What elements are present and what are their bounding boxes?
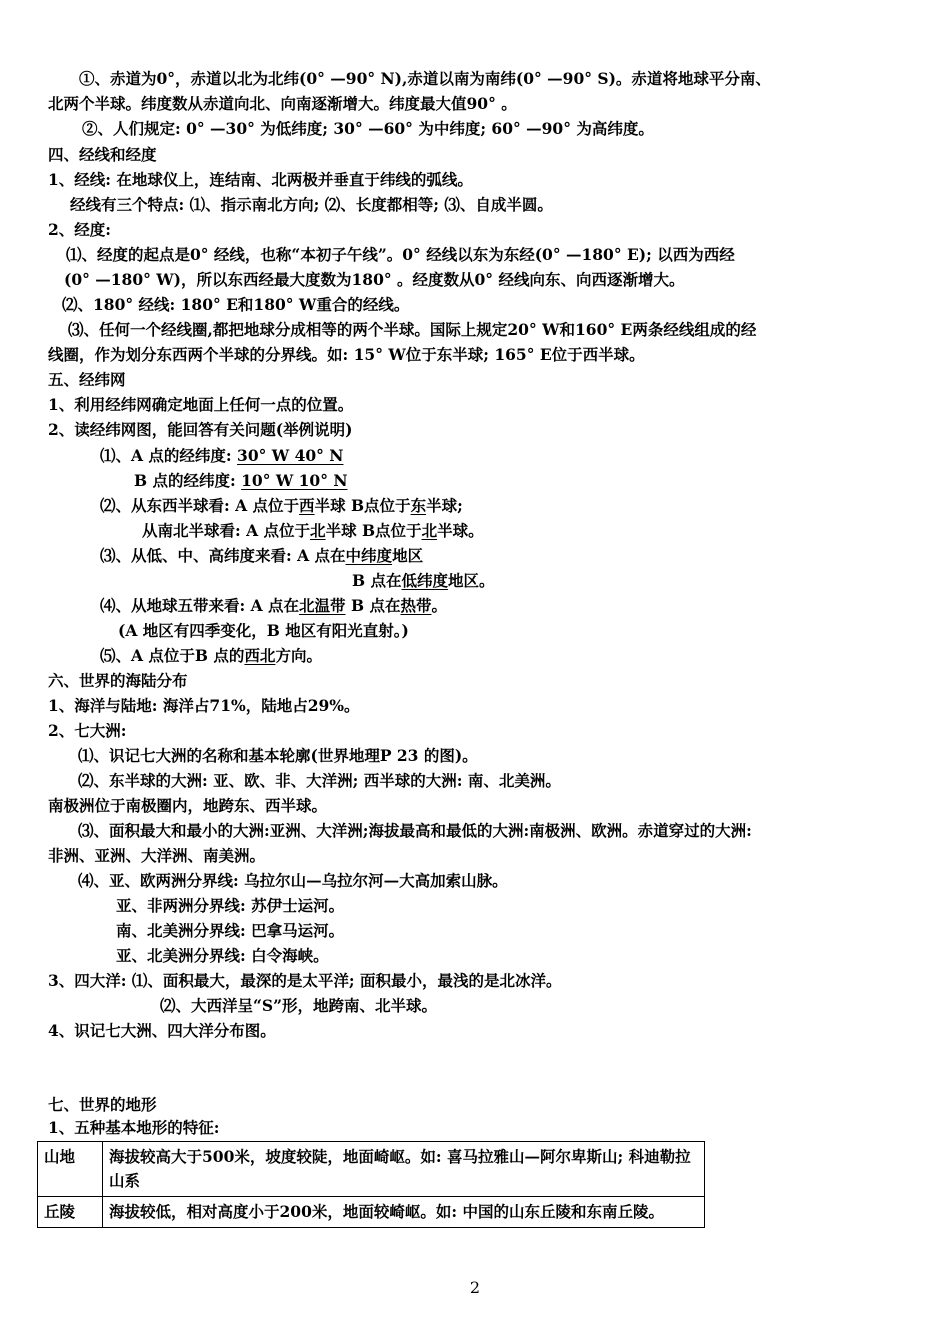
label: 地区 — [392, 546, 424, 565]
label: 半球; — [426, 496, 463, 515]
terrain-table — [37, 1141, 705, 1228]
text-line: ⑵、180° 经线: 180° E和180° W重合的经线。 — [62, 295, 410, 314]
text-line: ⑷、亚、欧两洲分界线: 乌拉尔山—乌拉尔河—大高加索山脉。 — [78, 871, 508, 890]
answer-text: 30° W 40° N — [237, 446, 344, 465]
text-line: 亚、非两洲分界线: 苏伊士运河。 — [116, 896, 345, 915]
text-line — [100, 596, 447, 616]
text-line: ⑴、识记七大洲的名称和基本轮廓(世界地理P 23 的图)。 — [78, 746, 478, 765]
label: B 点的经纬度: — [134, 471, 242, 490]
label: 。 — [431, 596, 447, 615]
text-line — [142, 521, 484, 541]
text-line — [352, 571, 495, 591]
label: 半球。 — [437, 521, 484, 540]
text-line — [100, 496, 463, 516]
text-line — [100, 546, 423, 566]
table-row — [38, 1197, 705, 1228]
label: ⑵、从东西半球看: A 点位于 — [100, 496, 300, 515]
label: ⑷、从地球五带来看: A 点在 — [100, 596, 300, 615]
section-heading: 五、经纬网 — [48, 370, 126, 389]
text-line: 1、利用经纬网确定地面上任何一点的位置。 — [48, 395, 354, 414]
answer-text: 北温带 — [299, 596, 346, 615]
terrain-name: 山地 — [38, 1142, 103, 1197]
text-line: 3、四大洋: ⑴、面积最大，最深的是太平洋; 面积最小，最浅的是北冰洋。 — [48, 971, 562, 990]
label: 从南北半球看: A 点位于 — [142, 521, 311, 540]
text-line — [100, 646, 322, 666]
label: 半球 B点位于 — [314, 496, 411, 515]
section-heading: 六、世界的海陆分布 — [48, 671, 188, 690]
label: ⑴、A 点的经纬度: — [100, 446, 238, 465]
section-heading: 七、世界的地形 — [48, 1095, 157, 1114]
text-line: 2、经度: — [48, 220, 112, 239]
section-heading: 四、经线和经度 — [48, 145, 157, 164]
answer-text: 北 — [421, 521, 438, 540]
page-number: 2 — [469, 1278, 481, 1297]
text-line: 南、北美洲分界线: 巴拿马运河。 — [116, 921, 345, 940]
label: B 点在 — [345, 596, 401, 615]
text-line: 2、七大洲: — [48, 721, 127, 740]
text-line: (A 地区有四季变化，B 地区有阳光直射。) — [118, 621, 409, 640]
answer-text: 低纬度 — [401, 571, 449, 590]
text-line: (0° —180° W)，所以东西经最大度数为180° 。经度数从0° 经线向东、向西逐渐增大。 — [64, 270, 685, 289]
text-line: ②、人们规定: 0° —30° 为低纬度; 30° —60° 为中纬度; 60° —90° 为高纬度。 — [82, 119, 654, 138]
text-line: ⑵、东半球的大洲: 亚、欧、非、大洋洲; 西半球的大洲: 南、北美洲。 — [78, 771, 561, 790]
terrain-description: 海拔较高大于500米，坡度较陡，地面崎岖。如: 喜马拉雅山—阿尔卑斯山; 科迪勒拉山系 — [103, 1142, 705, 1197]
text-line: 2、读经纬网图，能回答有关问题(举例说明) — [48, 420, 353, 439]
answer-text: 热带 — [400, 596, 432, 615]
label: B 点在 — [352, 571, 402, 590]
text-line: ⑵、大西洋呈“S”形，地跨南、北半球。 — [160, 996, 438, 1015]
text-line: 亚、北美洲分界线: 白令海峡。 — [116, 946, 329, 965]
answer-text: 西 — [299, 496, 315, 515]
label: ⑸、A 点位于B 点的 — [100, 646, 245, 665]
table-row — [38, 1142, 705, 1197]
text-line: 4、识记七大洲、四大洋分布图。 — [48, 1021, 276, 1040]
text-line: 北两个半球。纬度数从赤道向北、向南逐渐增大。纬度最大值90° 。 — [48, 94, 517, 113]
label: 半球 B点位于 — [325, 521, 422, 540]
text-line: 1、海洋与陆地: 海洋占71%，陆地占29%。 — [48, 696, 360, 715]
label: 方向。 — [275, 646, 322, 665]
terrain-description: 海拔较低，相对高度小于200米，地面较崎岖。如: 中国的山东丘陵和东南丘陵。 — [103, 1197, 705, 1228]
text-line: 1、经线: 在地球仪上，连结南、北两极并垂直于纬线的弧线。 — [48, 170, 473, 189]
text-line: ⑶、面积最大和最小的大洲:亚洲、大洋洲;海拔最高和最低的大洲:南极洲、欧洲。赤道穿过的大洲: — [78, 821, 752, 840]
answer-text: 西北 — [244, 646, 276, 665]
text-line: 线圈，作为划分东西两个半球的分界线。如: 15° W位于东半球; 165° E位于西半球。 — [48, 345, 645, 364]
text-line: 南极洲位于南极圈内，地跨东、西半球。 — [48, 796, 328, 815]
text-line: 非洲、亚洲、大洋洲、南美洲。 — [48, 846, 266, 865]
answer-text: 10° W 10° N — [241, 471, 348, 490]
text-line: 1、五种基本地形的特征: — [48, 1118, 220, 1137]
text-line: 经线有三个特点: ⑴、指示南北方向; ⑵、长度都相等; ⑶、自成半圆。 — [70, 195, 553, 214]
answer-text: 中纬度 — [345, 546, 393, 565]
text-line — [134, 471, 348, 491]
text-line: ①、赤道为0°，赤道以北为北纬(0° —90° N),赤道以南为南纬(0° —90° S)。赤道将地球平分南、 — [79, 69, 771, 88]
answer-text: 东 — [410, 496, 427, 515]
label: 地区。 — [448, 571, 495, 590]
answer-text: 北 — [310, 521, 326, 540]
text-line: ⑴、经度的起点是0° 经线，也称“本初子午线”。0° 经线以东为东经(0° —180° E); 以西为西经 — [66, 245, 735, 264]
label: ⑶、从低、中、高纬度来看: A 点在 — [100, 546, 346, 565]
terrain-name: 丘陵 — [38, 1197, 103, 1228]
text-line: ⑶、任何一个经线圈,都把地球分成相等的两个半球。国际上规定20° W和160° E两条经线组成的经 — [68, 320, 757, 339]
text-line — [100, 446, 343, 466]
